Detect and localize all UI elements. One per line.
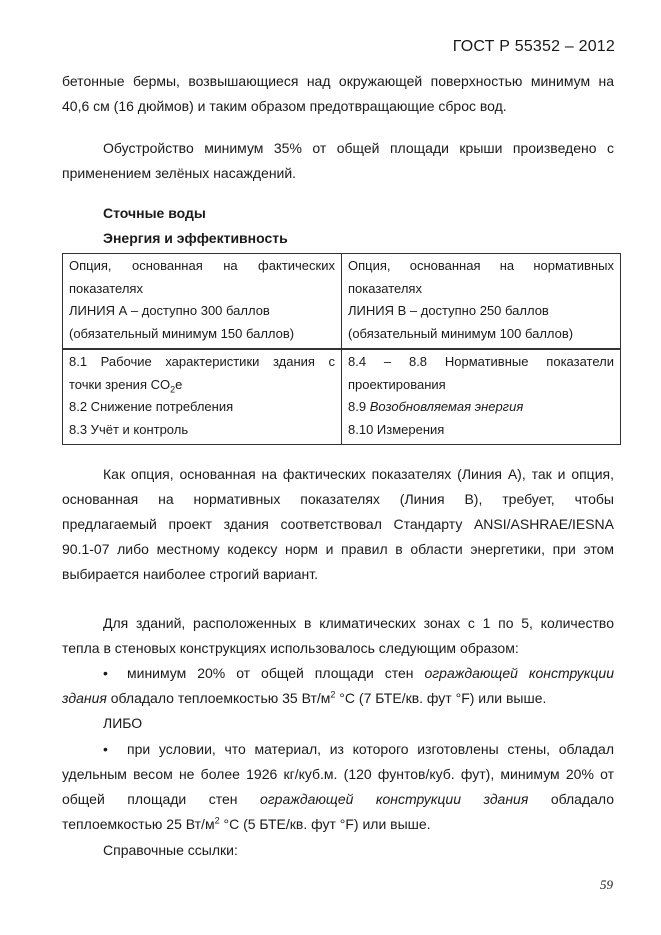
text-line: предлагаемый проект здания соответствовал Стандарту ANSI/ASHRAE/IESNA — [62, 516, 614, 532]
table-row — [63, 349, 621, 445]
cell-text: 8.3 Учёт и контроль — [69, 421, 189, 437]
text-line-content: при условии, что материал, из которого изготовлены стены, обладал — [127, 741, 614, 757]
table-row — [63, 254, 621, 350]
list-item — [62, 737, 614, 837]
cell-text: показателях — [348, 280, 422, 296]
text-part: общей площади стен — [62, 791, 260, 807]
superscript: 2 — [214, 815, 220, 826]
text-line: основанная на нормативных показателях (Линия В), требует, чтобы — [62, 491, 614, 507]
paragraph-green-roof — [62, 136, 614, 186]
paragraph-options — [62, 462, 614, 587]
cell-text-part: е — [175, 376, 183, 392]
cell-text: 8.4 – 8.8 Нормативные показатели — [348, 354, 614, 369]
text-line-content — [127, 661, 614, 686]
heading-wastewater: Сточные воды — [103, 205, 206, 221]
text-part: °С (7 БТЕ/кв. фут °F) или выше. — [335, 690, 547, 706]
heading-energy: Энергия и эффективность — [103, 230, 288, 246]
text-part: °С (5 БТЕ/кв. фут °F) или выше. — [219, 816, 431, 832]
cell-text-italic: Возобновляемая энергия — [369, 399, 524, 414]
cell-text: (обязательный минимум 100 баллов) — [348, 325, 574, 341]
cell-text: (обязательный минимум 150 баллов) — [69, 325, 295, 341]
text-line — [62, 686, 614, 711]
text-line — [62, 737, 614, 762]
text-line: тепла в стеновых конструкциях использовалось следующим образом: — [62, 640, 519, 656]
bullet-icon: • — [103, 665, 108, 681]
paragraph-climate-zones — [62, 611, 614, 661]
table-cell-line-b-items — [342, 349, 621, 445]
text-part: обладало теплоемкостью 35 Вт/м — [106, 690, 331, 706]
text-italic: ограждающей конструкции — [424, 665, 614, 681]
text-italic: ограждающей конструкции здания — [259, 791, 529, 807]
page-number: 59 — [600, 877, 613, 892]
cell-text: Опция, основанная на фактических — [69, 258, 335, 273]
text-line: 90.1-07 либо местному кодексу норм и правил в области энергетики, при этом — [62, 541, 614, 557]
text-part: теплоемкостью 25 Вт/м — [62, 816, 215, 832]
cell-text: Опция, основанная на нормативных — [348, 258, 614, 273]
text-part: минимум 20% от общей площади стен — [127, 665, 425, 681]
text-part: обладало — [550, 791, 615, 807]
energy-options-table — [62, 253, 621, 445]
cell-text-part: точки зрения CO — [69, 376, 171, 392]
cell-text — [69, 374, 335, 397]
text-line: Как опция, основанная на фактических показателях (Линия А), так и опция, — [103, 466, 614, 482]
references-label: Справочные ссылки: — [103, 842, 238, 858]
cell-text: ЛИНИЯ А – доступно 300 баллов — [69, 303, 270, 318]
table-cell-line-a-items — [63, 349, 342, 445]
text-line: выбирается наиболее строгий вариант. — [62, 566, 318, 582]
cell-text: показателях — [69, 280, 143, 296]
cell-text: 8.2 Снижение потребления — [69, 399, 234, 414]
subscript: 2 — [170, 384, 176, 395]
standard-header: ГОСТ Р 55352 – 2012 — [452, 38, 615, 55]
table-cell-line-b-header — [342, 254, 621, 350]
cell-text: 8.10 Измерения — [348, 421, 445, 437]
text-line: Для зданий, расположенных в климатических зонах с 1 по 5, количество — [103, 615, 614, 631]
superscript: 2 — [330, 689, 336, 700]
list-item — [62, 661, 614, 711]
text-line — [62, 787, 614, 812]
paragraph-berms — [62, 69, 614, 119]
text-italic: здания — [62, 690, 107, 706]
bullet-icon: • — [103, 741, 108, 757]
text-line: применением зелёных насаждений. — [62, 165, 297, 181]
cell-text: проектирования — [348, 376, 446, 392]
text-line — [62, 661, 614, 686]
cell-text — [348, 396, 614, 419]
text-line: удельным весом не более 1926 кг/куб.м. (120 фунтов/куб. фут), минимум 20% от — [62, 766, 614, 782]
table-cell-line-a-header — [63, 254, 342, 350]
cell-text: ЛИНИЯ В – доступно 250 баллов — [348, 303, 549, 318]
text-line: 40,6 см (16 дюймов) и таким образом предотвращающие сброс вод. — [62, 98, 507, 114]
text-line: Обустройство минимум 35% от общей площади крыши произведено с — [103, 140, 614, 156]
text-line — [62, 812, 614, 837]
cell-text: 8.1 Рабочие характеристики здания с — [69, 354, 335, 369]
text-line: бетонные бермы, возвышающиеся над окружающей поверхностью минимум на — [62, 73, 614, 89]
or-label: ЛИБО — [103, 715, 143, 731]
cell-text-part: 8.9 — [348, 399, 370, 414]
